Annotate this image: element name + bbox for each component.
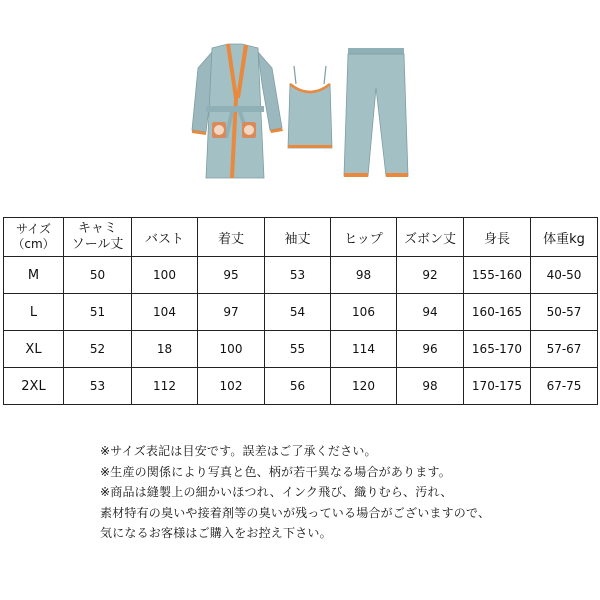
table-cell: 56	[265, 368, 331, 405]
size-table	[3, 217, 598, 405]
table-cell: 104	[132, 294, 198, 331]
table-row	[4, 368, 598, 405]
table-cell: 155-160	[464, 257, 531, 294]
table-cell: 165-170	[464, 331, 531, 368]
table-cell: 98	[397, 368, 464, 405]
table-cell: 57-67	[531, 331, 598, 368]
table-cell: 112	[132, 368, 198, 405]
note-line: ※商品は縫製上の細かいほつれ、インク飛び、織りむら、汚れ、	[100, 485, 453, 499]
table-cell: 51	[64, 294, 132, 331]
table-cell: 100	[198, 331, 265, 368]
table-row	[4, 257, 598, 294]
table-cell: 92	[397, 257, 464, 294]
table-header-row	[4, 218, 598, 257]
header-size	[4, 218, 64, 257]
table-cell: 160-165	[464, 294, 531, 331]
header-bust: バスト	[132, 218, 198, 257]
note-line: 気になるお客様はご購入をお控え下さい。	[100, 526, 332, 540]
table-cell: 170-175	[464, 368, 531, 405]
table-cell: 114	[331, 331, 397, 368]
robe-icon	[192, 44, 283, 178]
table-row	[4, 331, 598, 368]
table-cell: 50-57	[531, 294, 598, 331]
size-label: M	[4, 257, 64, 294]
camisole-icon	[288, 66, 332, 148]
product-image	[190, 38, 420, 188]
table-cell: 97	[198, 294, 265, 331]
pants-icon	[344, 48, 408, 177]
header-sleeve: 袖丈	[265, 218, 331, 257]
table-cell: 100	[132, 257, 198, 294]
table-cell: 53	[265, 257, 331, 294]
table-cell: 55	[265, 331, 331, 368]
table-cell: 18	[132, 331, 198, 368]
header-size-line1: サイズ	[15, 222, 52, 236]
note-line: ※サイズ表記は目安です。誤差はご了承ください。	[100, 444, 377, 458]
table-cell: 98	[331, 257, 397, 294]
table-cell: 67-75	[531, 368, 598, 405]
table-cell: 54	[265, 294, 331, 331]
header-cami-line2: ソール丈	[71, 237, 124, 252]
header-camisole-length	[64, 218, 132, 257]
header-size-line2: （cm）	[12, 237, 55, 251]
table-cell: 102	[198, 368, 265, 405]
table-cell: 50	[64, 257, 132, 294]
table-cell: 120	[331, 368, 397, 405]
header-hip: ヒップ	[331, 218, 397, 257]
table-cell: 95	[198, 257, 265, 294]
size-label: L	[4, 294, 64, 331]
size-label: 2XL	[4, 368, 64, 405]
notes	[100, 441, 590, 544]
note-line: 素材特有の臭いや接着剤等の臭いが残っている場合がございますので、	[100, 505, 491, 520]
header-pants-length: ズボン丈	[397, 218, 464, 257]
table-cell: 94	[397, 294, 464, 331]
table-cell: 52	[64, 331, 132, 368]
header-height: 身長	[464, 218, 531, 257]
table-cell: 40-50	[531, 257, 598, 294]
table-cell: 96	[397, 331, 464, 368]
table-cell: 106	[331, 294, 397, 331]
note-line: ※生産の関係により写真と色、柄が若干異なる場合があります。	[100, 464, 451, 479]
header-length: 着丈	[198, 218, 265, 257]
table-cell: 53	[64, 368, 132, 405]
size-label: XL	[4, 331, 64, 368]
table-row	[4, 294, 598, 331]
header-cami-line1: キャミ	[77, 221, 117, 236]
header-weight: 体重kg	[531, 218, 598, 257]
